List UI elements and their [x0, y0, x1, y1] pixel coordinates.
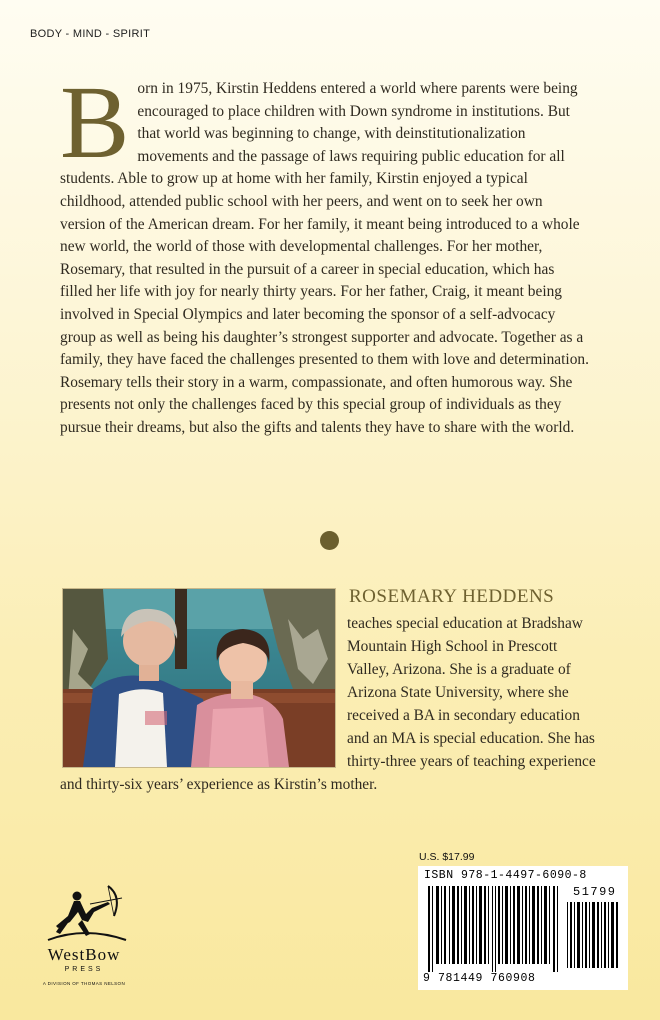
- author-bio-text: teaches special education at Bradshaw Mountain High School in Prescott Valley, Arizona. She is a graduate of Arizona State University, where she received a BA in secondary education and an MA is special education. She has thirty-three years of teaching experience and thirty-six years’ experience as Kirstin’s mother.: [60, 615, 596, 793]
- category-label: BODY - MIND - SPIRIT: [30, 28, 151, 40]
- publisher-division: A DIVISION OF THOMAS NELSON: [42, 981, 126, 986]
- author-name: ROSEMARY HEDDENS: [349, 586, 555, 607]
- isbn-number: ISBN 978-1-4497-6090-8: [424, 869, 587, 882]
- book-blurb: [60, 65, 590, 440]
- price-code: 51799: [573, 885, 617, 899]
- author-bio: [60, 612, 600, 796]
- publisher-logo: [30, 882, 140, 992]
- isbn-barcode: [418, 866, 628, 990]
- drop-cap: B: [60, 65, 130, 180]
- blurb-text: orn in 1975, Kirstin Heddens entered a world where parents were being encouraged to place children with Down syndrome in institutions. But that world was beginning to change, with deinstitutionalization movements and the passage of laws requiring public education for all students. Able to grow up at home with her family, Kirstin enjoyed a typical childhood, attended public school with her peers, and went on to seek her own version of the American dream. For her family, it meant being introduced to a whole new world, the world of those with developmental challenges. For her mother, Rosemary, that resulted in the pursuit of a career in special education, which has filled her life with joy for nearly thirty years. For her father, Craig, it meant being involved in Special Olympics and later becoming the sponsor of a self-advocacy group as well as being his daughter’s strongest supporter and advocate. Together as a family, they have faced the challenges presented to them with love and determination. Rosemary tells their story in a warm, compassionate, and often humorous way. She presents not only the challenges faced by this special group of individuals as they pursue their dreams, but also the gifts and talents they have to share with the world.: [60, 80, 589, 436]
- publisher-name: WestBow: [47, 945, 121, 964]
- publisher-press: PRESS: [64, 966, 104, 973]
- addon-barcode: [567, 902, 619, 968]
- divider-dot: [320, 531, 339, 550]
- photo-wrap-space: [60, 612, 347, 772]
- archer-icon: [30, 882, 140, 946]
- main-barcode: [428, 886, 562, 972]
- price-label: U.S. $17.99: [419, 851, 475, 863]
- barcode-digits: 9 781449 760908: [423, 972, 536, 985]
